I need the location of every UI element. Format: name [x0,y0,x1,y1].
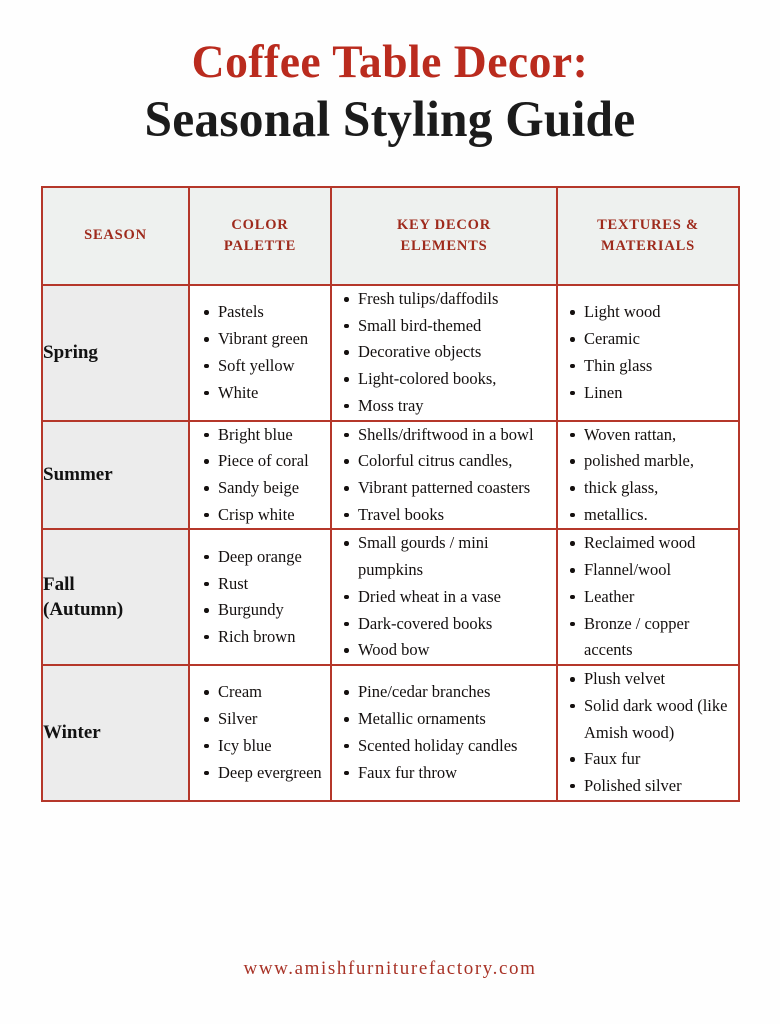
list-item: Colorful citrus candles, [358,448,556,475]
list-item: White [218,380,330,407]
season-name-line: Fall [43,574,75,596]
list-item: Bronze / copper accents [584,611,738,664]
season-name-line: Summer [43,464,113,486]
footer [0,958,780,980]
list-item: metallics. [584,502,738,529]
key-decor-list [332,422,556,529]
column-header-key-decor-elements-line-1: KEY DECOR [396,216,492,233]
list-item: Deep evergreen [218,760,330,787]
table-header [42,187,739,285]
list-item: Wood bow [358,637,556,664]
column-header-key-decor-elements-line-2: ELEMENTS [400,238,488,254]
list-item: Shells/driftwood in a bowl [358,422,556,449]
textures-list [558,666,738,800]
season-label-fall [42,529,189,665]
textures-list [558,530,738,664]
list-item: Rich brown [218,624,330,651]
key-decor-list [332,679,556,786]
title-line-primary: Coffee Table Decor: [191,36,589,88]
list-item: Crisp white [218,502,330,529]
color-palette-cell-fall [189,529,331,665]
column-header-key-decor-elements [331,187,557,285]
list-item: Dark-covered books [358,611,556,638]
column-header-textures-materials-line-2: MATERIALS [601,238,695,254]
list-item: Flannel/wool [584,557,738,584]
list-item: Leather [584,584,738,611]
color-palette-list [190,544,330,651]
column-header-season [42,187,189,285]
list-item: Travel books [358,502,556,529]
column-header-textures-materials [557,187,739,285]
textures-list [558,299,738,406]
color-palette-cell-summer [189,421,331,530]
list-item: Piece of coral [218,448,330,475]
list-item: Faux fur [584,746,738,773]
textures-cell-spring [557,285,739,421]
column-header-season-line-1: SEASON [84,227,147,244]
season-label-summer [42,421,189,530]
color-palette-list [190,679,330,786]
column-header-color-palette-line-1: COLOR [231,216,289,233]
table-row [42,529,739,665]
column-header-color-palette [189,187,331,285]
list-item: Reclaimed wood [584,530,738,557]
table-body [42,285,739,801]
key-decor-cell-winter [331,665,557,801]
season-label-winter [42,665,189,801]
list-item: Silver [218,706,330,733]
title-line-secondary: Seasonal Styling Guide [144,91,636,148]
website-url[interactable]: www.amishfurniturefactory.com [243,958,537,979]
table-header-row [42,187,739,285]
list-item: Small bird-themed [358,313,556,340]
list-item: Light wood [584,299,738,326]
list-item: Small gourds / mini pumpkins [358,530,556,583]
list-item: Polished silver [584,773,738,800]
textures-cell-fall [557,529,739,665]
season-name-line: Spring [43,342,98,364]
list-item: Linen [584,380,738,407]
color-palette-list [190,299,330,406]
column-header-textures-materials-line-1: TEXTURES & [597,216,699,233]
list-item: Icy blue [218,733,330,760]
list-item: Bright blue [218,422,330,449]
list-item: Fresh tulips/daffodils [358,286,556,313]
list-item: Scented holiday candles [358,733,556,760]
list-item: Dried wheat in a vase [358,584,556,611]
list-item: Sandy beige [218,475,330,502]
season-name-line-alt: (Autumn) [43,599,124,621]
list-item: Cream [218,679,330,706]
list-item: Soft yellow [218,353,330,380]
list-item: Plush velvet [584,666,738,693]
list-item: Ceramic [584,326,738,353]
list-item: Faux fur throw [358,760,556,787]
list-item: Vibrant patterned coasters [358,475,556,502]
list-item: Solid dark wood (like Amish wood) [584,693,738,746]
season-name-line: Winter [43,722,101,744]
textures-cell-winter [557,665,739,801]
table-row [42,285,739,421]
list-item: Light-colored books, [358,366,556,393]
key-decor-cell-fall [331,529,557,665]
table-row [42,421,739,530]
color-palette-list [190,422,330,529]
textures-cell-summer [557,421,739,530]
textures-list [558,422,738,529]
list-item: Decorative objects [358,339,556,366]
list-item: Vibrant green [218,326,330,353]
key-decor-list [332,530,556,664]
list-item: Moss tray [358,393,556,420]
table-row [42,665,739,801]
list-item: thick glass, [584,475,738,502]
list-item: Deep orange [218,544,330,571]
seasonal-styling-table-wrapper [41,186,738,802]
page-title [0,0,780,148]
seasonal-styling-table [41,186,740,802]
list-item: Pastels [218,299,330,326]
column-header-color-palette-line-2: PALETTE [223,238,297,254]
list-item: Thin glass [584,353,738,380]
color-palette-cell-winter [189,665,331,801]
season-label-spring [42,285,189,421]
color-palette-cell-spring [189,285,331,421]
list-item: Burgundy [218,597,330,624]
list-item: Pine/cedar branches [358,679,556,706]
list-item: Metallic ornaments [358,706,556,733]
list-item: polished marble, [584,448,738,475]
key-decor-list [332,286,556,420]
list-item: Rust [218,571,330,598]
key-decor-cell-spring [331,285,557,421]
key-decor-cell-summer [331,421,557,530]
list-item: Woven rattan, [584,422,738,449]
